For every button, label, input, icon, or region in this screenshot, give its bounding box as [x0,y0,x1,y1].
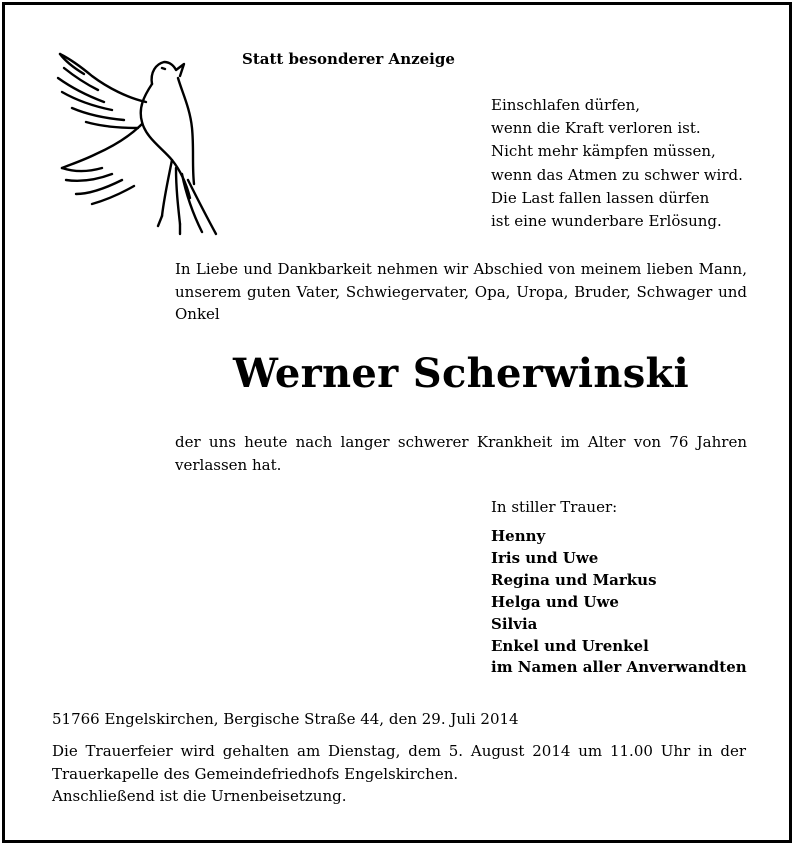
deceased-name: Werner Scherwinski [232,350,690,397]
header-note: Statt besonderer Anzeige [242,50,455,68]
mourner: Henny [491,527,546,545]
ceremony-info [52,740,746,808]
poem-line: ist eine wunderbare Erlösung. [491,212,722,231]
mourner: Iris und Uwe [491,548,599,567]
poem-line: wenn das Atmen zu schwer wird. [491,165,743,184]
mourner: im Namen aller Anverwandten [491,658,747,677]
poem-line: Die Last fallen lassen dürfen [491,188,710,207]
ceremony-text: Die Trauerfeier wird gehalten am Dienstag, dem 5. August 2014 um 11.00 Uhr in der Trauerkapelle des Gemeindefriedhofs Engelskirchen. [52,742,746,783]
mourners-list [491,526,747,679]
poem-line: Einschlafen dürfen, [491,96,641,114]
poem-line: Nicht mehr kämpfen müssen, [491,142,716,161]
poem-line: wenn die Kraft verloren ist. [491,119,701,138]
mourning-label: In stiller Trauer: [491,498,618,516]
mourner: Enkel und Urenkel [491,636,649,655]
mourner: Silvia [491,614,538,633]
mourner: Regina und Markus [491,570,657,589]
death-statement: der uns heute nach langer schwerer Krankheit im Alter von 76 Jahren verlassen hat. [175,433,747,474]
poem [491,94,743,233]
dove-icon [52,48,224,240]
burial-text: Anschließend ist die Urnenbeisetzung. [52,787,347,805]
place-date: 51766 Engelskirchen, Bergische Straße 44, den 29. Juli 2014 [52,710,519,728]
mourner: Helga und Uwe [491,592,619,611]
intro-paragraph: In Liebe und Dankbarkeit nehmen wir Abschied von meinem lieben Mann, unserem guten Vater, Schwiegervater, Opa, Uropa, Bruder, Schwager und Onkel [175,260,747,323]
